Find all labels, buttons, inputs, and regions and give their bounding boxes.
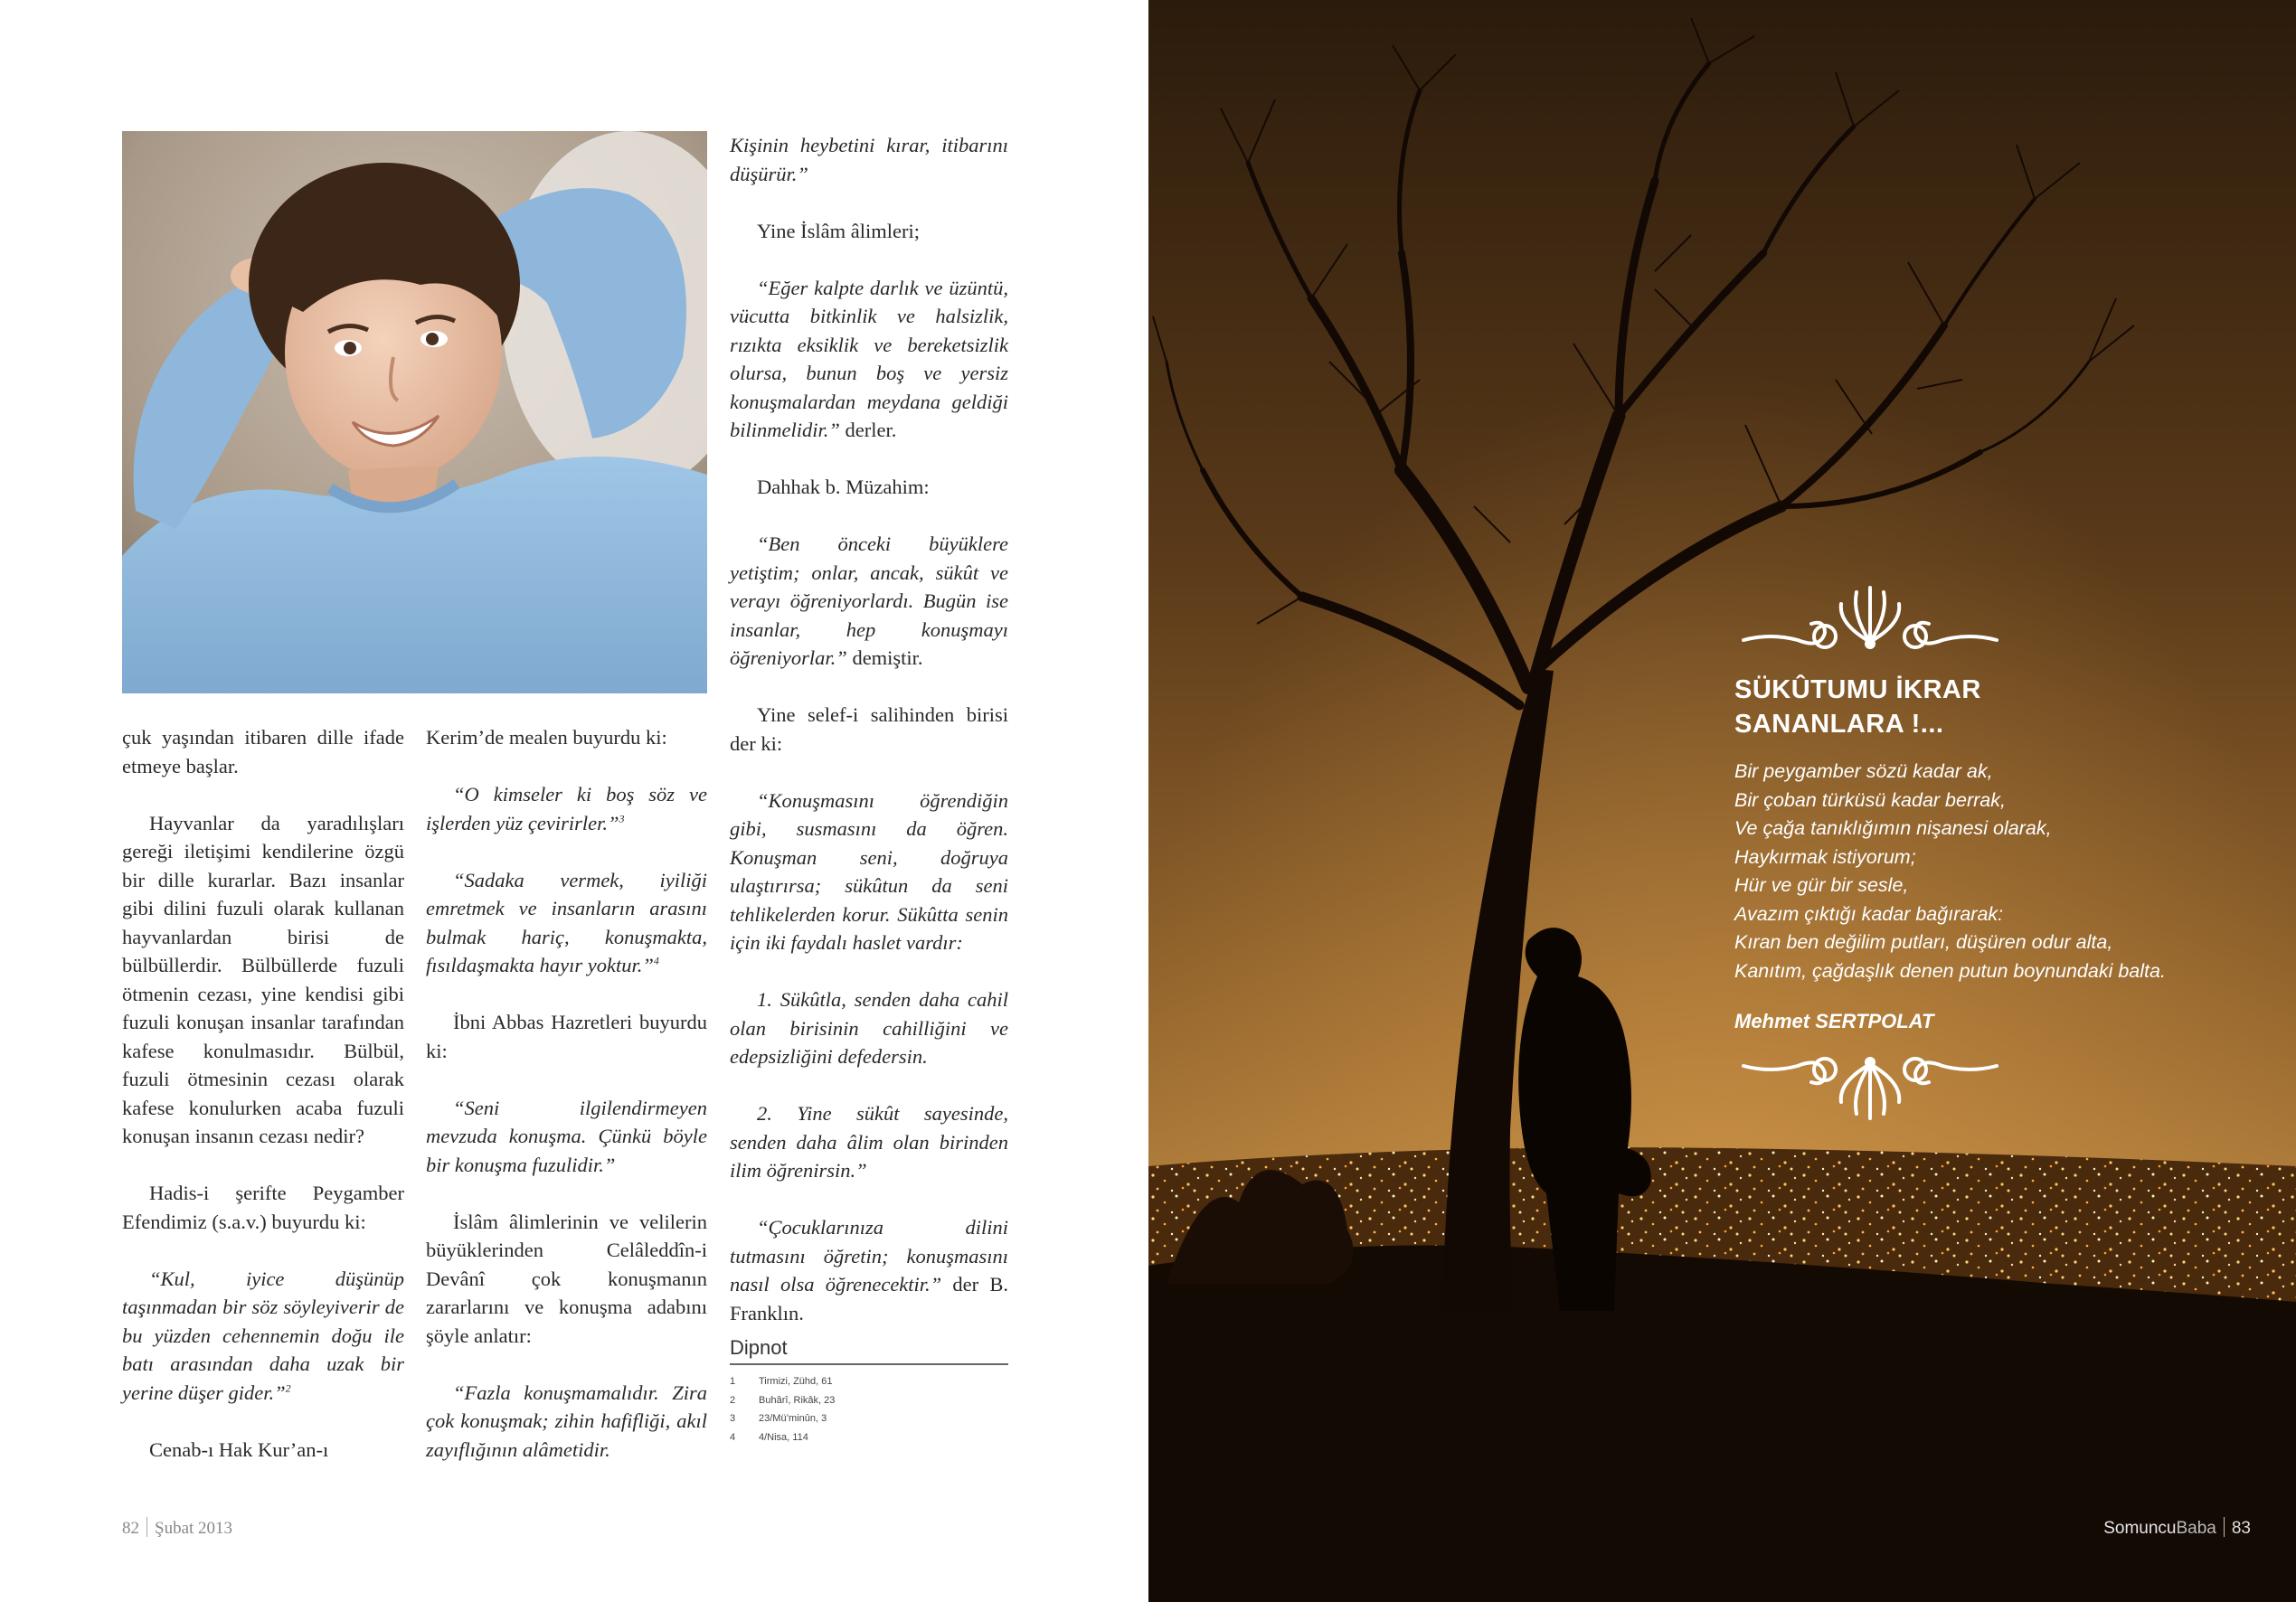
footer-divider <box>146 1517 147 1537</box>
quote-paragraph <box>730 1213 1008 1327</box>
footnote-number: 2 <box>730 1394 736 1406</box>
footnote-list <box>730 1372 1008 1447</box>
page-number: 83 <box>2231 1519 2251 1538</box>
poem-title <box>1734 673 2241 741</box>
paragraph: Cenab-ı Hak Kur’an-ı <box>149 1437 329 1461</box>
paragraph: Kerim’de mealen buyurdu ki: <box>426 726 667 749</box>
verse-line: Bir çoban türküsü kadar berrak, <box>1734 788 2006 811</box>
article-column-2 <box>426 723 707 1464</box>
magazine-brand: Somuncu <box>2103 1519 2177 1538</box>
verse-quote <box>426 780 707 837</box>
boy-photo <box>122 131 707 693</box>
quote-text: “O kimseler ki boş söz ve işlerden yüz çevirirler.” <box>426 783 707 834</box>
footer-divider <box>2224 1517 2225 1537</box>
article-column-1 <box>122 723 404 1464</box>
ornament-top-icon <box>1734 579 2006 651</box>
verse-line: Bir peygamber sözü kadar ak, <box>1734 760 1993 782</box>
quote-paragraph <box>730 274 1008 445</box>
footnote-ref: 4 <box>653 954 659 967</box>
quote: “Fazla konuşmamalıdır. Zira çok konuşmak; zihin hafifliği, akıl zayıflığının alâmetidir. <box>426 1381 707 1461</box>
footnote-text: 23/Mü’minûn, 3 <box>759 1413 827 1424</box>
quote-tail: der B. Franklın. <box>730 1273 1008 1324</box>
page-footer-right <box>2103 1517 2251 1539</box>
footnotes-title: Dipnot <box>730 1336 1008 1365</box>
footnote-item <box>730 1409 1008 1428</box>
ornament-bottom-icon <box>1734 1055 2006 1127</box>
verse-line: Ve çağa tanıklığımın nişanesi olarak, <box>1734 817 2052 839</box>
verse-line: Hür ve gür bir sesle, <box>1734 874 1909 896</box>
boy-photo-illustration <box>122 131 707 693</box>
hadith-quote <box>122 1265 404 1408</box>
footnote-item <box>730 1428 1008 1447</box>
paragraph: Yine İslâm âlimleri; <box>757 219 920 242</box>
footnote-ref: 3 <box>619 812 625 825</box>
footnote-item <box>730 1372 1008 1391</box>
quote-tail: demiştir. <box>846 646 923 669</box>
quote: “Konuşmasını öğrendiğin gibi, susmasını da öğren. Konuşman seni, doğruya ulaştırırsa; sükûtun da seni tehlikelerden korur. Sükûtta senin için iki faydalı haslet vardır: <box>730 788 1008 954</box>
quote-text: “Ben önceki büyüklere yetiştim; onlar, ancak, sükût ve verayı öğreniyorlardı. Bugün ise insanlar, hep konuşmayı öğreniyorlar.” <box>730 532 1008 669</box>
footnote-item <box>730 1391 1008 1410</box>
verse-line: Haykırmak istiyorum; <box>1734 845 1916 868</box>
poem-author: Mehmet SERTPOLAT <box>1734 1010 1934 1032</box>
poem-verses <box>1734 758 2241 985</box>
paragraph: çuk yaşından itibaren dille ifade etmeye başlar. <box>122 726 404 777</box>
quote-tail: derler. <box>839 419 897 441</box>
footnote-text: 4/Nisa, 114 <box>759 1431 808 1443</box>
quote: Kişinin heybetini kırar, itibarını düşürür.” <box>730 134 1008 185</box>
quote-text: “Sadaka vermek, iyiliği emretmek ve insanların arasını bulmak hariç, konuşmakta, fısıldaşmakta hayır yoktur.” <box>426 868 707 976</box>
poem-title-line: SÜKÛTUMU İKRAR <box>1734 675 1981 704</box>
issue-date: Şubat 2013 <box>155 1519 233 1538</box>
quote-text: “Kul, iyice düşünüp taşınmadan bir söz söyleyiverir de bu yüzden cehennemin doğu ile batı arasından daha uzak bir yerine düşer gider.” <box>122 1267 404 1404</box>
quote: 2. Yine sükût sayesinde, senden daha âlim olan birinden ilim öğrenirsin.” <box>730 1102 1008 1182</box>
verse-line: Kanıtım, çağdaşlık denen putun boynundaki balta. <box>1734 959 2166 982</box>
paragraph: Yine selef-i salihinden birisi der ki: <box>730 703 1008 755</box>
quote-text: “Eğer kalpte darlık ve üzüntü, vücutta bitkinlik ve halsizlik, rızıkta eksiklik ve bereketsizlik olursa, bunun boş ve yersiz konuşmalardan meydana geldiği bilinmelidir.” <box>730 276 1008 441</box>
quote: “Seni ilgilendirmeyen mevzuda konuşma. Çünkü böyle bir konuşma fuzulidir.” <box>426 1096 707 1176</box>
paragraph: İbni Abbas Hazretleri buyurdu ki: <box>426 1011 707 1062</box>
footnote-number: 3 <box>730 1413 736 1424</box>
footnotes <box>730 1336 1008 1447</box>
verse-line: Avazım çıktığı kadar bağırarak: <box>1734 902 2004 925</box>
paragraph: Hayvanlar da yaradılışları gereği iletişimi kendilerine özgü bir dille kurarlar. Bazı insanlar gibi dilini fuzuli olarak kullanan hayvanlardan birisi de bülbüllerdir. Bülbüllerde fuzuli ötmenin cezası, yine kendisi gibi fuzuli konuşan insanlar tarafından kafese konulmasıdır. Bülbül, fuzuli ötmesinin cezası olarak kafese konulurken acaba fuzuli konuşan insanın cezası nedir? <box>122 811 404 1147</box>
quote: 1. Sükûtla, senden daha cahil olan birisinin cahilliğini ve edepsizliğini defedersin. <box>730 988 1008 1068</box>
verse-line: Kıran ben değilim putları, düşüren odur alta, <box>1734 931 2113 953</box>
footnote-ref: 2 <box>285 1381 291 1394</box>
page-number: 82 <box>122 1519 139 1538</box>
magazine-brand-suffix: Baba <box>2176 1519 2216 1538</box>
footnote-text: Buhârî, Rikâk, 23 <box>759 1394 836 1406</box>
poem-title-line: SANANLARA !... <box>1734 710 1944 739</box>
paragraph: Dahhak b. Müzahim: <box>757 476 930 498</box>
verse-quote <box>426 866 707 980</box>
right-page <box>1148 0 2296 1602</box>
article-column-3 <box>730 131 1008 1327</box>
quote-text: “Çocuklarınıza dilini tutmasını öğretin; konuşmasını nasıl olsa öğrenecektir.” <box>730 1216 1008 1296</box>
footnote-text: Tirmizi, Zühd, 61 <box>759 1376 833 1387</box>
paragraph: İslâm âlimlerinin ve velilerin büyüklerinden Celâleddîn-i Devânî çok konuşmanın zararlarını ve konuşma adabını şöyle anlatır: <box>426 1210 707 1347</box>
paragraph: Hadis-i şerifte Peygamber Efendimiz (s.a.v.) buyurdu ki: <box>122 1182 404 1233</box>
page-footer-left <box>122 1517 232 1539</box>
quote-paragraph <box>730 530 1008 673</box>
poem-block <box>1734 579 2241 1127</box>
footnote-number: 1 <box>730 1376 736 1387</box>
footnote-number: 4 <box>730 1431 736 1443</box>
